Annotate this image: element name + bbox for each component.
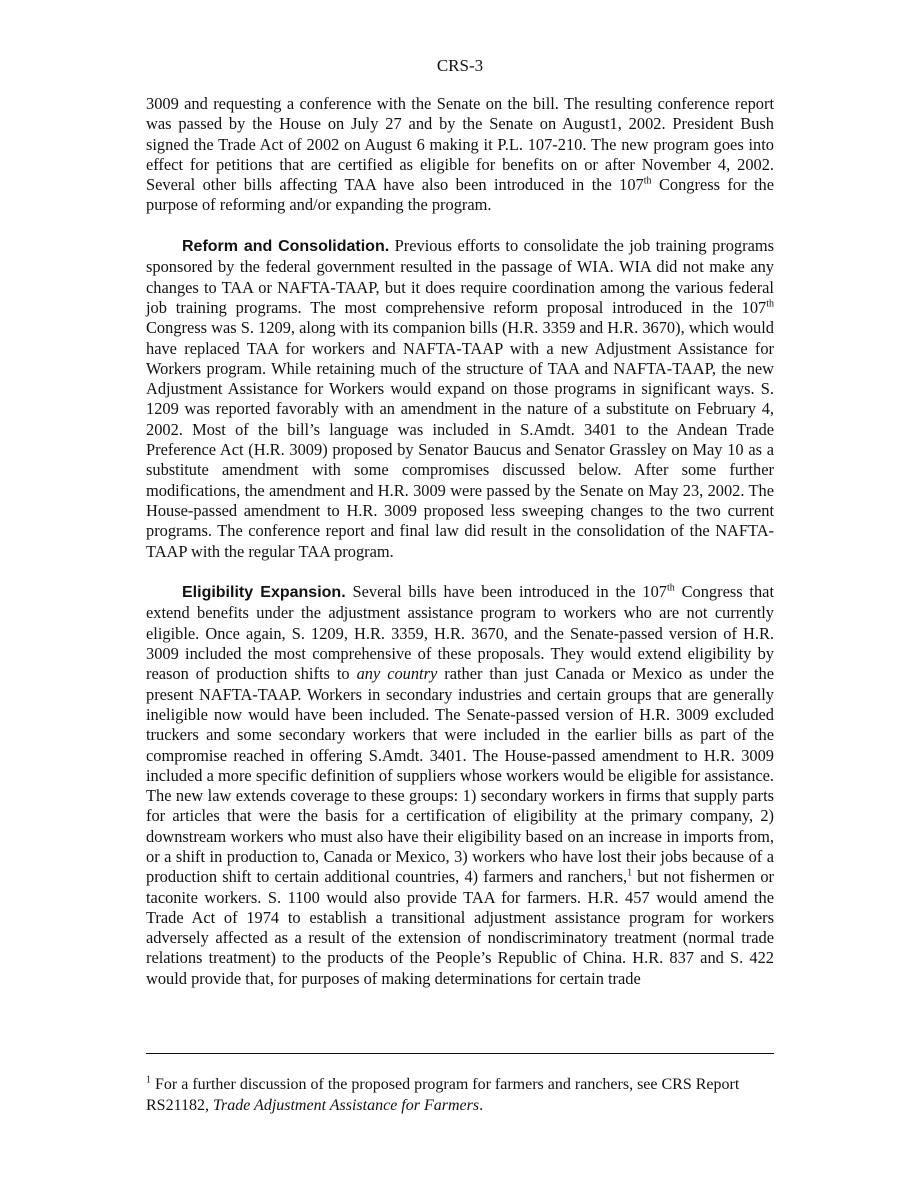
footnote-number: 1 <box>146 1074 151 1086</box>
section-heading-eligibility: Eligibility Expansion. <box>182 584 346 602</box>
paragraph-3-text-b: Congress that extend benefits under the adjustment assistance program to workers who are not currently eligible. Once again, S. 1209, H.R. 3359, H.R. 3670, and the Senate-passed version of H.R. 3009 included the most comprehensive of these proposals. They would extend eligibility by reason of production shifts to <box>146 582 775 684</box>
paragraph-1-text-b: Congress for the purpose of reforming and/or expanding the program. <box>146 175 774 215</box>
footnote-report-title: Trade Adjustment Assistance for Farmers <box>212 1097 480 1114</box>
paragraph-2-text-a: Previous efforts to consolidate the job training programs sponsored by the federal government resulted in the passage of WIA. WIA did not make any changes to TAA or NAFTA-TAAP, but it does require coordination among the various federal job training programs. The most comprehensive reform proposal introduced in the 107 <box>146 236 774 317</box>
emphasis-any-country: any country <box>356 664 438 684</box>
footnote-text-a: For a further discussion of the proposed program for farmers and ranchers, see CRS Report RS21182, <box>146 1076 740 1114</box>
ordinal-suffix: th <box>666 582 675 594</box>
section-heading-reform: Reform and Consolidation. <box>182 238 390 256</box>
footnote-reference[interactable]: 1 <box>627 867 633 879</box>
paragraph-reform-consolidation <box>146 236 774 562</box>
footnote <box>146 1074 774 1116</box>
paragraph-3-text-c: rather than just Canada or Mexico as under the present NAFTA-TAAP. Workers in secondary industries and certain groups that are generally ineligible now would have been included. The Senate-passed version of H.R. 3009 excluded truckers and some secondary workers that were included in the earlier bills as part of the compromise reached in offering S.Amdt. 3401. The House-passed amendment to H.R. 3009 included a more specific definition of suppliers whose workers would be eligible for assistance. The new law extends coverage to these groups: 1) secondary workers in firms that supply parts for articles that were the basis for a certification of eligibility at the primary company, 2) downstream workers who must also have their eligibility based on an increase in imports from, or a shift in production to, Canada or Mexico, 3) workers who have lost their jobs because of a production shift to certain additional countries, 4) farmers and ranchers, <box>146 664 774 887</box>
paragraph-1 <box>146 94 774 216</box>
paragraph-2-text-b: Congress was S. 1209, along with its companion bills (H.R. 3359 and H.R. 3670), which would have replaced TAA for workers and NAFTA-TAAP with a new Adjustment Assistance for Workers program. While retaining much of the structure of TAA and NAFTA-TAAP, the new Adjustment Assistance for Workers would expand on those programs in significant ways. S. 1209 was reported favorably with an amendment in the nature of a substitute on February 4, 2002. Most of the bill’s language was included in S.Amdt. 3401 to the Andean Trade Preference Act (H.R. 3009) proposed by Senator Baucus and Senator Grassley on May 10 as a substitute amendment with some compromises discussed below. After some further modifications, the amendment and H.R. 3009 were passed by the Senate on May 23, 2002. The House-passed amendment to H.R. 3009 proposed less sweeping changes to the two current programs. The conference report and final law did result in the consolidation of the NAFTA-TAAP with the regular TAA program. <box>146 318 774 561</box>
footnote-divider <box>146 1053 774 1054</box>
paragraph-3-text-a: Several bills have been introduced in the 107 <box>345 582 667 602</box>
document-body <box>146 94 774 1009</box>
paragraph-eligibility-expansion <box>146 582 774 989</box>
paragraph-3-text-d: but not fishermen or taconite workers. S. 1100 would also provide TAA for farmers. H.R. 457 would amend the Trade Act of 1974 to establish a transitional adjustment assistance program for workers adversely affected as a result of the extension of nondiscriminatory treatment (normal trade relations treatment) to the products of the People’s Republic of China. H.R. 837 and S. 422 would provide that, for purposes of making determinations for certain trade <box>146 867 774 988</box>
ordinal-suffix: th <box>643 175 652 187</box>
ordinal-suffix: th <box>766 298 774 310</box>
paragraph-1-text-a: 3009 and requesting a conference with the Senate on the bill. The resulting conference report was passed by the House on July 27 and by the Senate on August1, 2002. President Bush signed the Trade Act of 2002 on August 6 making it P.L. 107-210. The new program goes into effect for petitions that are certified as eligible for benefits on or after November 4, 2002. Several other bills affecting TAA have also been introduced in the 107 <box>146 94 774 195</box>
footnote-text-b: . <box>479 1097 484 1114</box>
page-number-header: CRS-3 <box>436 56 484 75</box>
